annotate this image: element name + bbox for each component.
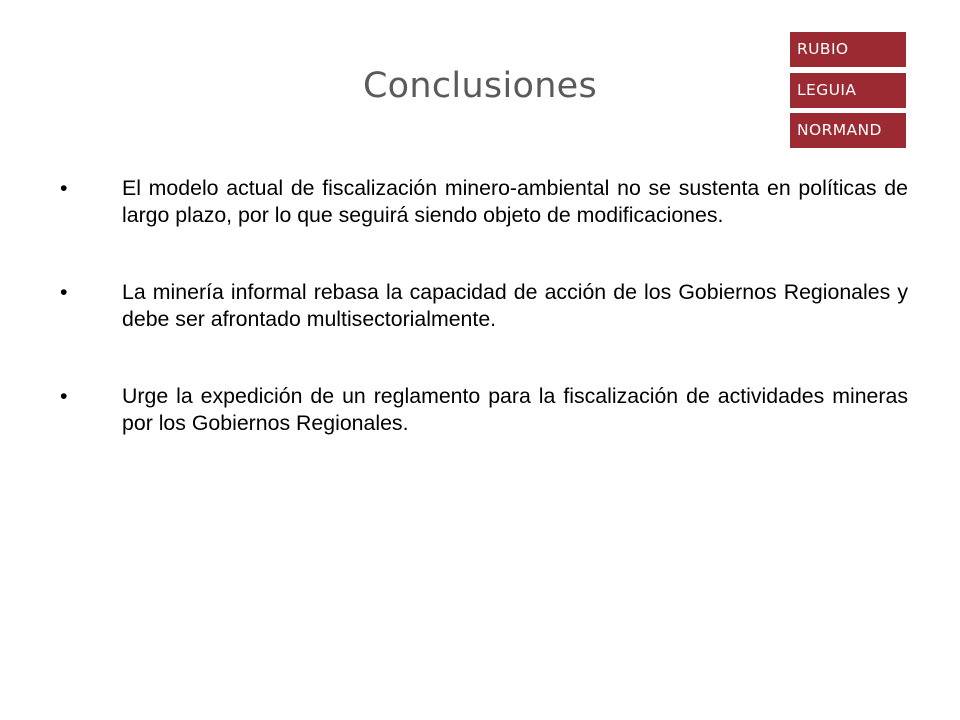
- bullet-list: [60, 175, 908, 487]
- bullet-text: El modelo actual de fiscalización minero-ambiental no se sustenta en políticas de largo plazo, por lo que seguirá siendo objeto de modificaciones.: [122, 176, 908, 227]
- bullet-icon: •: [60, 176, 68, 200]
- bullet-item: [60, 383, 908, 437]
- logo-line-normand: NORMAND: [790, 113, 906, 148]
- bullet-text: Urge la expedición de un reglamento para la fiscalización de actividades mineras por los Gobiernos Regionales.: [122, 384, 908, 435]
- bullet-item: [60, 175, 908, 229]
- slide-title: Conclusiones: [362, 66, 598, 106]
- company-logo: [790, 32, 906, 148]
- logo-line-rubio: RUBIO: [790, 32, 906, 67]
- bullet-icon: •: [60, 384, 68, 408]
- bullet-item: [60, 279, 908, 333]
- bullet-icon: •: [60, 280, 68, 304]
- logo-line-leguia: LEGUIA: [790, 73, 906, 108]
- bullet-text: La minería informal rebasa la capacidad de acción de los Gobiernos Regionales y debe ser afrontado multisectorialmente.: [122, 280, 908, 331]
